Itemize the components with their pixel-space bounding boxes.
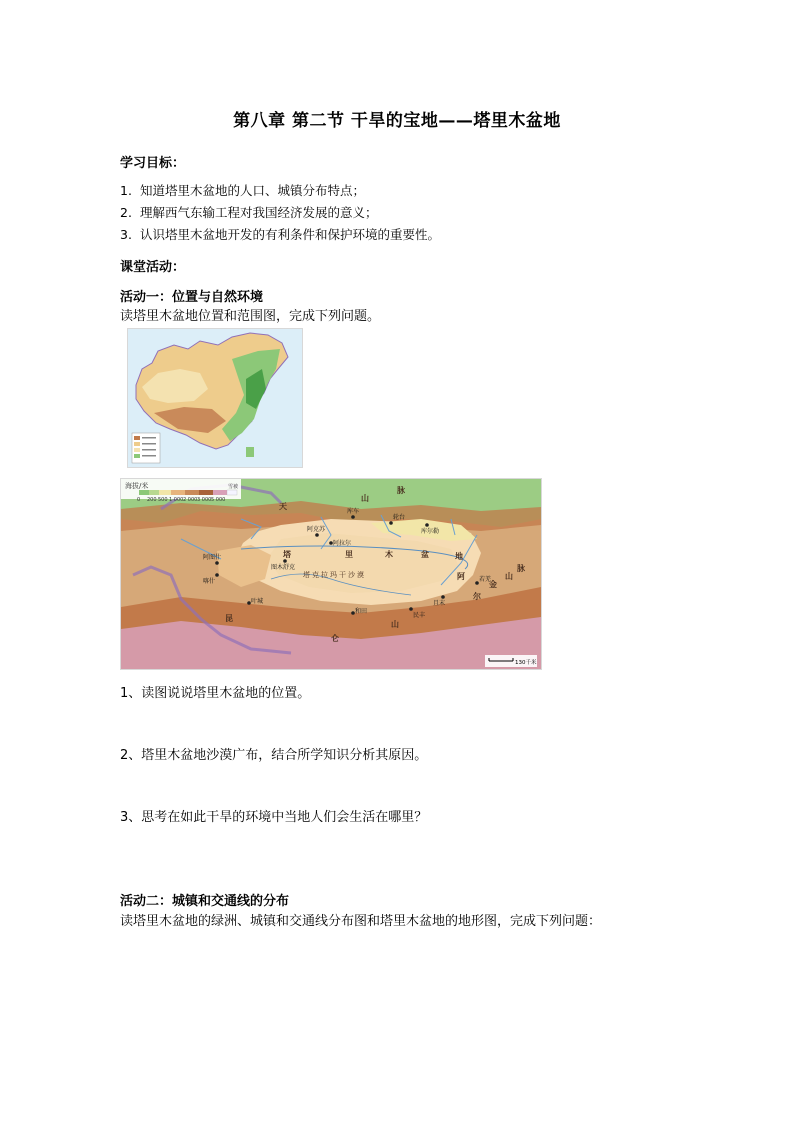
list-item [120,202,440,224]
objectives-heading: 学习目标： [120,156,186,171]
city-label: 库尔勒 [421,528,440,535]
city-label: 喀什 [203,578,216,585]
list-item-number: 3. [120,227,132,242]
page-title: 第八章 第二节 干旱的宝地——塔里木盆地 [233,111,561,131]
legend-title: 海拔/米 [125,482,149,490]
city-label: 阿拉尔 [333,540,352,547]
map-label: 盆 [421,550,429,559]
map-label: 尔 [473,592,481,601]
activity2-instruction: 读塔里木盆地的绿洲、城镇和交通线分布图和塔里木盆地的地形图，完成下列问题： [120,914,602,929]
legend-tick: 200 [147,497,157,503]
legend-end: 雪被 [228,484,239,490]
city-label: 民丰 [413,612,426,619]
map-label: 里 [345,550,353,559]
list-item-text: 认识塔里木盆地开发的有利条件和保护环境的重要性。 [140,227,441,242]
map-label: 阿 [457,572,465,581]
city-label: 若羌 [479,576,492,583]
map-label: 地 [455,552,463,561]
map-label: 山 [505,572,513,581]
map-label: 脉 [397,486,405,495]
activity2-heading: 活动二：城镇和交通线的分布 [120,894,290,909]
legend-tick: 500 [158,497,168,503]
city-label: 且末 [433,600,446,607]
city-label: 阿图什 [203,554,222,561]
list-item-number: 1. [120,183,132,198]
city-label: 叶城 [251,598,264,605]
tarim-basin-map [120,478,542,670]
city-label: 轮台 [393,514,406,521]
activity1-instruction: 读塔里木盆地位置和范围图，完成下列问题。 [120,309,381,324]
map-label: 仑 [331,634,339,643]
legend-tick: 3 000 [197,497,212,503]
legend-tick: 1 000 [169,497,184,503]
map-label: 塔 [283,550,291,559]
city-label: 和田 [355,608,368,615]
activity1-question-3: 3、思考在如此干旱的环境中当地人们会生活在哪里？ [120,810,428,825]
china-location-map [127,328,303,468]
list-item-text: 理解西气东输工程对我国经济发展的意义； [140,205,378,220]
legend-tick: 5 000 [211,497,226,503]
map-label: 山 [391,620,399,629]
map-label: 山 [361,494,369,503]
desert-label: 塔克拉玛干沙漠 [303,571,366,579]
scale-label: 130千米 [515,660,537,666]
map-label: 木 [385,550,393,559]
legend-tick: 0 [137,497,141,503]
map-label: 脉 [517,564,525,573]
map-label: 昆 [225,614,233,623]
class-activity-heading: 课堂活动： [120,260,186,275]
legend-tick: 2 000 [183,497,198,503]
list-item [120,224,440,246]
activity1-heading: 活动一：位置与自然环境 [120,290,264,305]
list-item [120,180,440,202]
city-label: 阿克苏 [307,526,326,533]
activity1-question-2: 2、塔里木盆地沙漠广布，结合所学知识分析其原因。 [120,748,428,763]
city-label: 图木舒克 [271,564,296,571]
activity1-question-1: 1、读图说说塔里木盆地的位置。 [120,686,311,701]
objectives-list [120,180,440,246]
map-label: 天 [279,502,287,511]
city-label: 库车 [347,508,360,515]
list-item-text: 知道塔里木盆地的人口、城镇分布特点； [140,183,366,198]
map-label: 金 [489,580,497,589]
list-item-number: 2. [120,205,132,220]
